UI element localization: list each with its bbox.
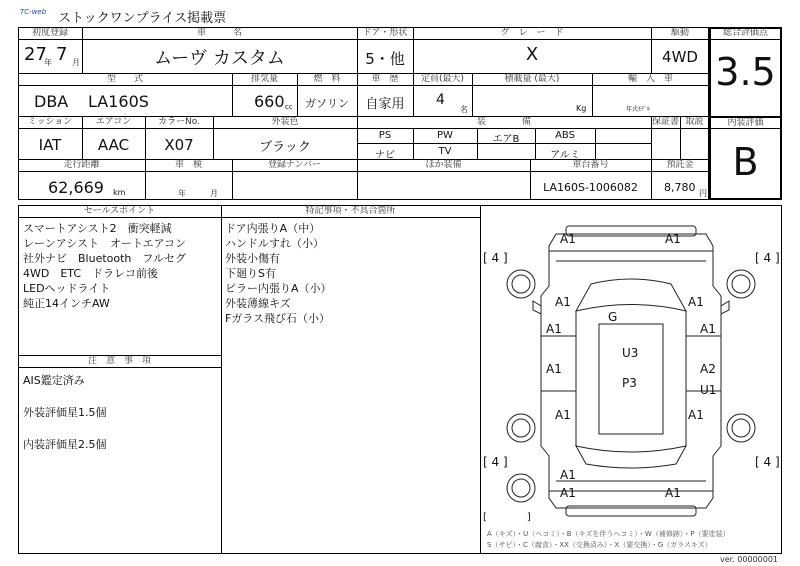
note-line bbox=[23, 421, 218, 437]
sales-line: LEDヘッドライト bbox=[23, 282, 111, 295]
label-score: 総合評価点 bbox=[722, 28, 768, 38]
defect-line: 外装薄線キズ bbox=[225, 297, 291, 310]
score-value: 3.5 bbox=[715, 50, 776, 94]
mark-front-top: A1 bbox=[560, 232, 576, 246]
mark-quarter-l: A1 bbox=[555, 408, 571, 422]
equip-airbag: エアB bbox=[492, 134, 520, 145]
mark-wheel-fr: A1 bbox=[665, 486, 681, 500]
equip-tv: TV bbox=[438, 146, 452, 157]
year-unit: 年 bbox=[44, 58, 52, 67]
mark-door-rl: A1 bbox=[546, 362, 562, 376]
displacement-value: 660 bbox=[254, 92, 285, 111]
km-unit: km bbox=[113, 188, 126, 197]
label-other-equip: ほか装備 bbox=[425, 160, 462, 170]
label-mission: ミッション bbox=[27, 117, 73, 127]
page-title: ストックワンプライス掲載票 bbox=[58, 11, 227, 26]
version: ver. 00000001 bbox=[720, 555, 779, 564]
label-fuel: 燃 料 bbox=[313, 74, 341, 84]
equip-abs: ABS bbox=[555, 130, 575, 141]
label-notes: 注 意 事 項 bbox=[87, 356, 151, 366]
load-unit: Kg bbox=[576, 104, 587, 113]
sales-points bbox=[23, 221, 218, 311]
model-code: LA160S bbox=[88, 92, 149, 111]
label-displacement: 排気量 bbox=[250, 74, 278, 84]
label-price: 預託金 bbox=[666, 160, 694, 170]
note-line: 内装評価星2.5個 bbox=[23, 438, 107, 451]
note-line: AIS鑑定済み bbox=[23, 374, 85, 387]
mark-door-rr: A2 bbox=[700, 362, 716, 376]
doors-value: 5・他 bbox=[365, 50, 405, 68]
diagram-bracket: [ ] bbox=[483, 512, 531, 523]
label-sales: セールスポイント bbox=[83, 206, 156, 216]
defect-line: ハンドルすれ（小） bbox=[225, 237, 324, 250]
label-manual: 取説 bbox=[685, 117, 704, 127]
label-drive: 駆動 bbox=[670, 28, 689, 38]
interior-score: B bbox=[732, 140, 759, 184]
mark-front-bumper: A1 bbox=[665, 232, 681, 246]
tire-rl: [ 4 ] bbox=[483, 455, 508, 469]
note-line: 外装評価星1.5個 bbox=[23, 406, 107, 419]
label-inspection: 車 検 bbox=[174, 160, 202, 170]
label-model: 型 式 bbox=[106, 74, 143, 84]
mark-rear-bumper: A1 bbox=[560, 486, 576, 500]
capacity-value: 4 bbox=[436, 92, 445, 108]
tire-fr: [ 4 ] bbox=[755, 251, 780, 265]
defect-line: Fガラス飛び石（小） bbox=[225, 312, 330, 325]
mark-roof: U3 bbox=[622, 346, 639, 360]
label-first-reg: 初度登録 bbox=[31, 28, 68, 38]
price-value: 8,780 bbox=[664, 181, 696, 194]
equip-navi: ナビ bbox=[375, 150, 395, 161]
mission-value: IAT bbox=[38, 136, 62, 154]
car-name: ムーヴ カスタム bbox=[154, 48, 285, 69]
model-prefix: DBA bbox=[34, 92, 69, 111]
label-grade: グ レ ー ド bbox=[500, 28, 564, 38]
label-category: 車 歴 bbox=[371, 74, 399, 84]
tire-rr: [ 4 ] bbox=[755, 455, 780, 469]
mark-door-fr: A1 bbox=[700, 322, 716, 336]
insp-year-unit: 年 bbox=[178, 189, 186, 198]
equip-ps: PS bbox=[378, 130, 392, 141]
defect-line: 下廻りS有 bbox=[225, 267, 276, 280]
label-warranty: 保証書 bbox=[651, 117, 679, 127]
equip-pw: PW bbox=[437, 130, 453, 141]
color-no-value: X07 bbox=[164, 136, 194, 154]
label-aircon: エアコン bbox=[95, 117, 132, 127]
mark-door-fl: A1 bbox=[546, 322, 562, 336]
grade-value: X bbox=[525, 44, 539, 65]
category-value: 自家用 bbox=[365, 97, 405, 112]
cc-unit: cc bbox=[285, 103, 293, 111]
mark-fender-l: A1 bbox=[555, 295, 571, 309]
import-note: 年式ﾓﾃﾞﾙ bbox=[626, 106, 651, 113]
sales-line: 4WD ETC ドラレコ前後 bbox=[23, 267, 159, 280]
legend-line-2: S（サビ）・C（腐食）・XX（交換済み）・X（要交換）・G（ガラスキズ） bbox=[487, 541, 712, 549]
label-color-no: カラーNo. bbox=[158, 117, 200, 127]
label-car-name: 車 名 bbox=[196, 28, 242, 38]
defect-line: 外装小傷有 bbox=[225, 252, 280, 265]
mark-quarter-r: A1 bbox=[688, 408, 704, 422]
first-reg-month: 7 bbox=[56, 44, 68, 65]
mark-fender-r: A1 bbox=[688, 295, 704, 309]
drive-value: 4WD bbox=[662, 48, 698, 66]
sales-line: スマートアシスト2 衝突軽減 bbox=[23, 222, 172, 235]
tire-fl: [ 4 ] bbox=[483, 251, 508, 265]
note-line bbox=[23, 389, 218, 405]
defect-line: ピラー内張りA（小） bbox=[225, 282, 332, 295]
capacity-unit: 名 bbox=[460, 105, 468, 114]
label-color: 外装色 bbox=[271, 117, 299, 127]
mileage-value: 62,669 bbox=[48, 178, 104, 197]
label-mileage: 走行距離 bbox=[63, 160, 100, 170]
label-doors: ドア・形状 bbox=[362, 28, 408, 38]
fuel-value: ガソリン bbox=[305, 97, 349, 110]
mark-roof-rear: U1 bbox=[700, 383, 717, 397]
first-reg-year: 27 bbox=[24, 44, 47, 65]
month-unit: 月 bbox=[72, 58, 80, 67]
mark-roof2: P3 bbox=[622, 376, 637, 390]
equip-alumi: アルミ bbox=[550, 150, 580, 161]
label-capacity: 定員(最大) bbox=[420, 74, 465, 84]
yen-unit: 円 bbox=[699, 189, 707, 198]
mark-glass: G bbox=[608, 310, 618, 324]
label-import: 輸 入 車 bbox=[627, 74, 673, 84]
color-value: ブラック bbox=[259, 140, 311, 155]
defect-line: ドア内張りA（中） bbox=[225, 222, 321, 235]
sales-line: 純正14インチAW bbox=[23, 297, 110, 310]
label-chassis: 車台番号 bbox=[572, 160, 609, 170]
insp-month-unit: 月 bbox=[210, 189, 218, 198]
label-defects: 特記事項・不具合箇所 bbox=[305, 206, 396, 216]
chassis-value: LA160S-1006082 bbox=[543, 181, 638, 194]
logo: TC-web bbox=[20, 8, 47, 16]
mark-rear-top: A1 bbox=[560, 468, 576, 482]
legend-line-1: A（キズ）・U（ヘコミ）・B（キズを伴うヘコミ）・W（補修跡）・P（要塗装） bbox=[487, 530, 730, 538]
label-interior: 内装評価 bbox=[727, 118, 764, 128]
label-plate: 登録ナンバー bbox=[268, 160, 321, 170]
sales-line: レーンアシスト オートエアコン bbox=[23, 237, 187, 250]
label-load: 積載量 (最大) bbox=[504, 74, 560, 84]
sales-line: 社外ナビ Bluetooth フルセグ bbox=[23, 252, 186, 265]
label-equipment: 装 備 bbox=[476, 117, 531, 127]
defect-list bbox=[225, 221, 475, 326]
aircon-value: AAC bbox=[97, 136, 130, 154]
notes-list bbox=[23, 373, 218, 453]
